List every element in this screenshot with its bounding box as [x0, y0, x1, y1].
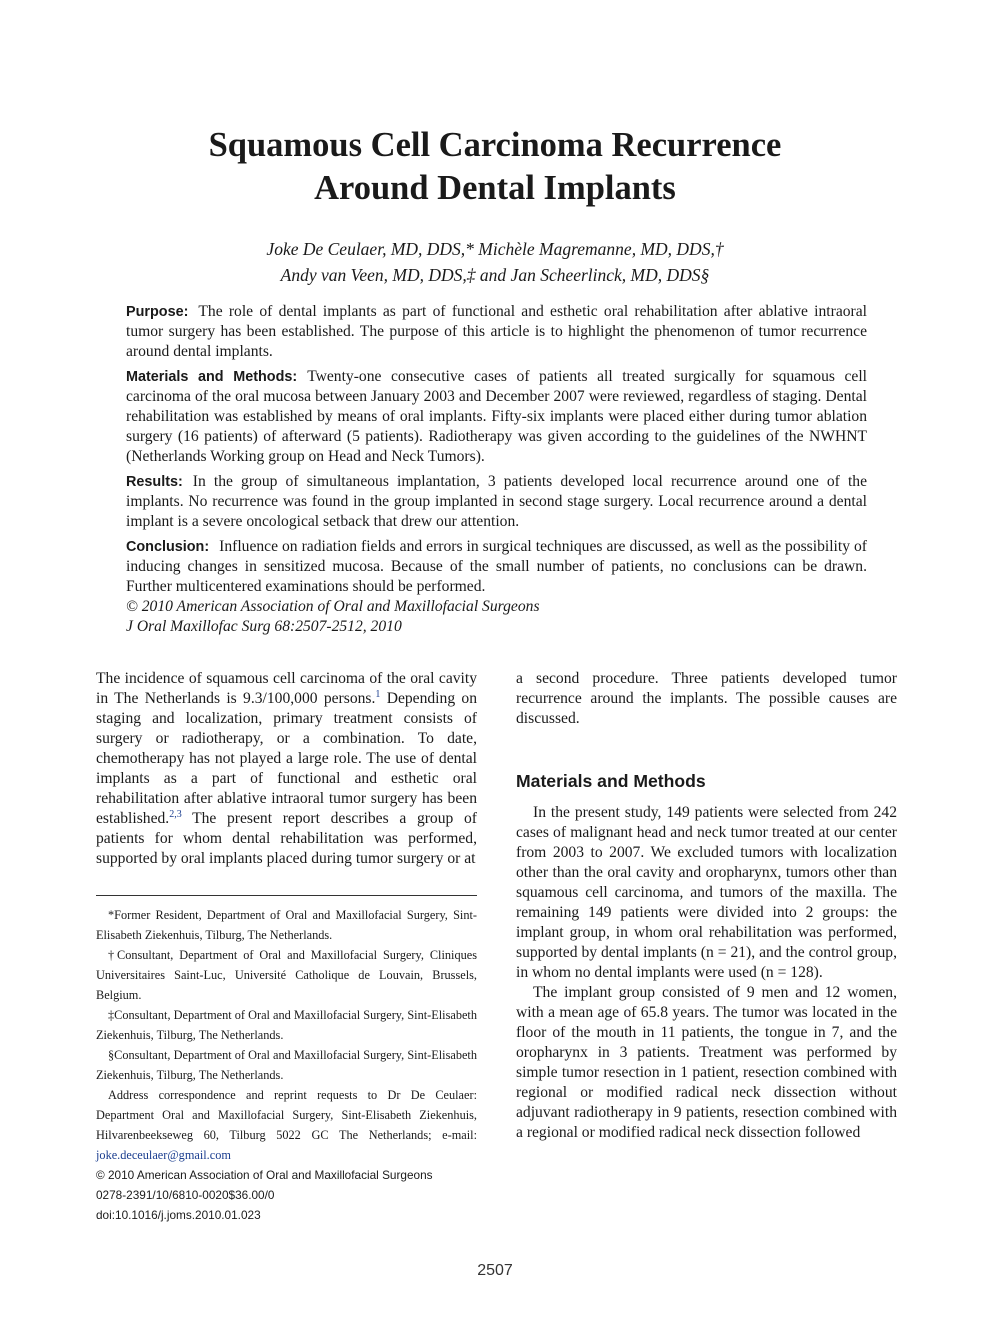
article-title: [0, 124, 990, 210]
reference-link-1[interactable]: 1: [375, 689, 381, 700]
purpose-label: Purpose:: [126, 304, 189, 320]
footnote-4: §Consultant, Department of Oral and Maxillofacial Surgery, Sint-Elisabeth Ziekenhuis, Tilburg, The Netherlands.: [96, 1048, 477, 1082]
section-heading-methods: Materials and Methods: [516, 771, 706, 791]
correspondence-address: Address correspondence and reprint requests to Dr De Ceulaer: Department Oral and Maxillofacial Surgery, Sint-Elisabeth Ziekenhuis, Hilvarenbeekseweg 60, Tilburg 5022 GC The Netherlands; e-mail:: [96, 1088, 477, 1142]
footnote-divider: [96, 895, 477, 896]
abstract-results: [126, 472, 867, 532]
intro-text-a: The incidence of squamous cell carcinoma of the oral cavity in The Netherlands is 9.3/100,000 persons.: [96, 670, 477, 707]
intro-text-b: Depending on staging and localization, primary treatment consists of surgery or radiotherapy, or a combination. To date, chemotherapy has not played a large role. The use of dental implants as a part of functional and esthetic oral rehabilitation after ablative intraoral tumor surgery has been established.: [96, 690, 478, 827]
doi-link[interactable]: doi:10.1016/j.joms.2010.01.023: [96, 1208, 261, 1222]
publisher-code: 0278-2391/10/6810-0020$36.00/0: [96, 1188, 275, 1202]
abstract: [126, 302, 867, 637]
footnotes: [96, 905, 477, 1225]
correspondence-note: [96, 1085, 477, 1165]
right-column: [516, 669, 897, 1143]
abstract-citation: J Oral Maxillofac Surg 68:2507-2512, 2010: [126, 618, 402, 635]
intro-paragraph: [96, 669, 477, 869]
reference-link-2-3[interactable]: 2,3: [169, 809, 182, 820]
publisher-copyright: © 2010 American Association of Oral and Maxillofacial Surgeons: [96, 1168, 433, 1182]
footnote-1: *Former Resident, Department of Oral and Maxillofacial Surgery, Sint-Elisabeth Ziekenhuis, Tilburg, The Netherlands.: [96, 908, 477, 942]
conclusion-label: Conclusion:: [126, 539, 210, 555]
conclusion-text: Influence on radiation fields and errors in surgical techniques are discussed, as well as the possibility of inducing changes in sensitized mucosa. Because of the small number of patients, no conclusions can be drawn. Further multicentered examinations should be performed.: [126, 538, 867, 595]
author-list: [0, 236, 990, 288]
results-label: Results:: [126, 474, 183, 490]
abstract-copyright: © 2010 American Association of Oral and Maxillofacial Surgeons: [126, 598, 540, 615]
results-text: In the group of simultaneous implantation, 3 patients developed local recurrence around one of the implants. No recurrence was found in the group implanted in second stage surgery. Local recurrence around a dental implant is a severe oncological setback that drew our attention.: [126, 473, 867, 530]
authors-line-2: Andy van Veen, MD, DDS,‡ and Jan Scheerlinck, MD, DDS§: [280, 265, 710, 285]
abstract-conclusion: [126, 537, 867, 597]
email-link[interactable]: joke.deceulaer@gmail.com: [96, 1148, 231, 1162]
methods-paragraph-2: The implant group consisted of 9 men and 12 women, with a mean age of 65.8 years. The tumor was located in the floor of the mouth in 11 patients, the tongue in 7, and the oropharynx in 3 patients. Treatment was performed by simple tumor resection in 1 patient, resection combined with regional or modified radical neck dissection without adjuvant radiotherapy in 9 patients, resection combined with a regional or modified radical neck dissection followed: [516, 984, 897, 1141]
purpose-text: The role of dental implants as part of functional and esthetic oral rehabilitation after ablative intraoral tumor surgery has been established. The purpose of this article is to highlight the phenomenon of tumor recurrence around dental implants.: [126, 303, 867, 360]
footnote-3: ‡Consultant, Department of Oral and Maxillofacial Surgery, Sint-Elisabeth Ziekenhuis, Tilburg, The Netherlands.: [96, 1008, 477, 1042]
authors-line-1: Joke De Ceulaer, MD, DDS,* Michèle Magremanne, MD, DDS,†: [266, 239, 724, 259]
abstract-purpose: [126, 302, 867, 362]
title-line-2: Around Dental Implants: [314, 169, 676, 207]
methods-label: Materials and Methods:: [126, 369, 298, 385]
title-line-1: Squamous Cell Carcinoma Recurrence: [208, 126, 782, 164]
intro-paragraph-continued: a second procedure. Three patients developed tumor recurrence around the implants. The possible causes are discussed.: [516, 670, 897, 727]
methods-text: Twenty-one consecutive cases of patients all treated surgically for squamous cell carcinoma of the oral mucosa between January 2003 and December 2007 were reviewed, regardless of staging. Dental rehabilitation was established by means of oral implants. Fifty-six implants were placed either during tumor ablation surgery (16 patients) of afterward (5 patients). Radiotherapy was given according to the guidelines of the NWHNT (Netherlands Working group on Head and Neck Tumors).: [126, 368, 868, 465]
left-column: [96, 669, 477, 869]
abstract-methods: [126, 367, 867, 467]
intro-text-c: The present report describes a group of patients for whom dental rehabilitation was performed, supported by oral implants placed during tumor surgery or at: [96, 810, 477, 867]
page-number: 2507: [477, 1262, 513, 1279]
footnote-2: †Consultant, Department of Oral and Maxillofacial Surgery, Cliniques Universitaires Saint-Luc, Université Catholique de Louvain, Brussels, Belgium.: [96, 948, 477, 1002]
methods-paragraph-1: In the present study, 149 patients were selected from 242 cases of malignant head and neck tumor treated at our center from 2003 to 2007. We excluded tumors with localization other than the oral cavity and oropharynx, tumors other than squamous cell carcinoma, and tumors of the maxilla. The remaining 149 patients were divided into 2 groups: the implant group, in whom oral rehabilitation was performed, supported by dental implants (n = 21), and the control group, in whom no dental implants were used (n = 128).: [516, 804, 897, 981]
